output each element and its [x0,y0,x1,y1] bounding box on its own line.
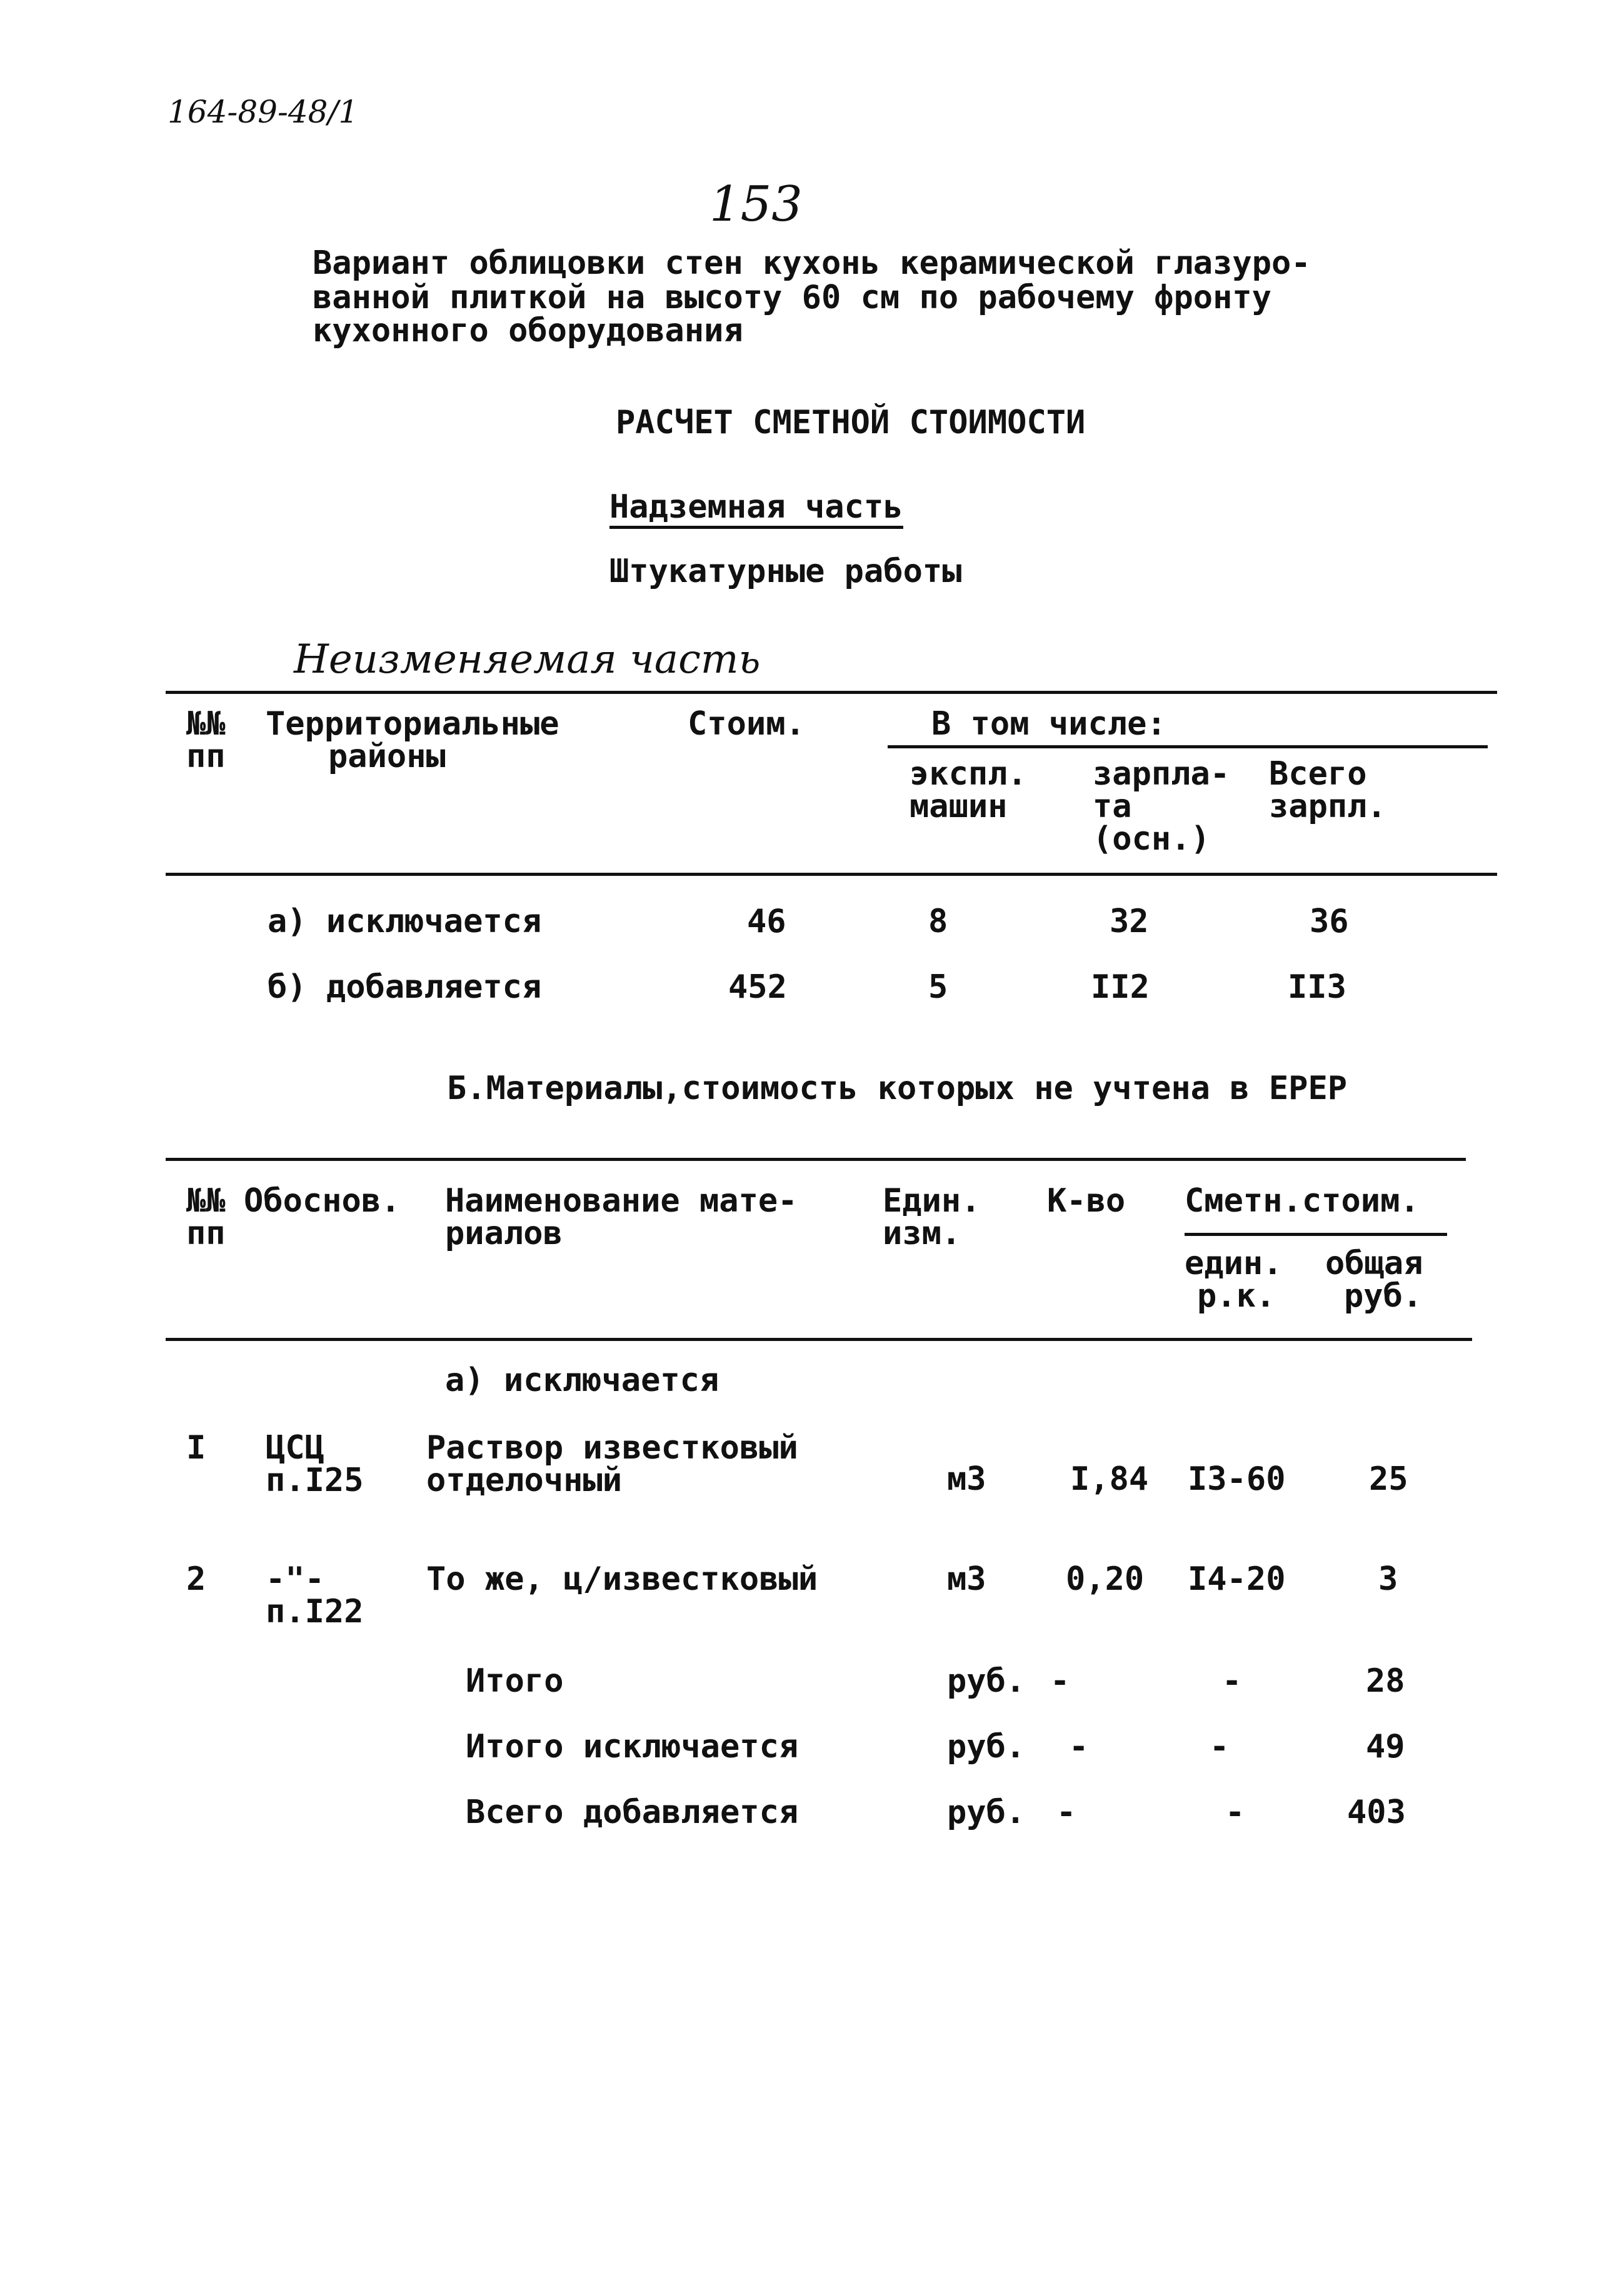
table-a-header-salary: зарпла- та (осн.) [1093,755,1230,858]
table-b-est-cost-rule [1185,1233,1447,1236]
table-b-header-total: общая руб. [1325,1245,1423,1315]
document-subheading: Надземная часть [609,491,903,529]
table-b-header-num: №№ пп [186,1182,226,1252]
title-line-1: Вариант облицовки стен кухонь керамической глазуро- [313,244,1311,282]
table-b-group-label: а) исключается [445,1362,719,1399]
table-a-row-1-label: а) исключается [268,903,542,940]
table-b-total-3-unit: руб. [947,1794,1026,1831]
table-a-row-2-total-salary: II3 [1288,968,1346,1006]
document-heading: РАСЧЕТ СМЕТНОЙ СТОИМОСТИ [616,404,1086,441]
table-b-total-2-total: 49 [1366,1728,1405,1765]
table-b-header-unit-price: един. р.к. [1185,1245,1283,1315]
table-b-total-2-unit: руб. [947,1728,1026,1765]
table-a-header-districts: Территориальные районы [266,705,559,775]
table-a-row-2-label: б) добавляется [268,968,542,1006]
handwritten-note: Неизменяемая часть [294,636,761,683]
table-b-header-qty: К-во [1047,1182,1126,1220]
table-b-header-name: Наименование мате- риалов [445,1182,798,1252]
table-b-total-3-total: 403 [1347,1794,1406,1831]
table-b-total-3-unit-price: - [1225,1794,1245,1831]
table-a-row-2-machines: 5 [928,968,948,1006]
table-b-total-1-qty: - [1050,1662,1070,1700]
table-a-top-rule [166,691,1497,694]
table-b-header-unit: Един. изм. [883,1182,981,1252]
table-b-row-2-num: 2 [186,1560,206,1598]
table-b-row-2-total: 3 [1378,1560,1398,1598]
table-a-row-2-salary: II2 [1091,968,1150,1006]
table-b-row-2-basis: -"- п.I22 [266,1560,364,1630]
table-a-header-machines: экспл. машин [910,755,1027,825]
table-b-total-1-unit: руб. [947,1662,1026,1700]
table-b-header-basis: Обоснов. [244,1182,401,1220]
table-a-row-2-cost: 452 [728,968,787,1006]
table-a-row-1-cost: 46 [747,903,786,940]
table-b-total-1-total: 28 [1366,1662,1405,1700]
table-b-row-1-total: 25 [1369,1460,1408,1498]
table-b-total-3-qty: - [1056,1794,1076,1831]
table-b-total-2-qty: - [1069,1728,1089,1765]
document-code: 164-89-48/1 [168,94,359,130]
table-a-row-1-machines: 8 [928,903,948,940]
table-b-row-2-unit-price: I4-20 [1188,1560,1286,1598]
title-line-3: кухонного оборудования [313,312,743,349]
table-b-total-1-label: Итого [466,1662,564,1700]
table-b-header-rule [166,1338,1472,1341]
table-b-row-1-name: Раствор известковый отделочный [426,1429,798,1499]
table-b-row-1-num: I [186,1429,206,1467]
table-b-total-2-label: Итого исключается [466,1728,799,1765]
section-b-title: Б.Материалы,стоимость которых не учтена в ЕРЕР [447,1070,1348,1107]
table-b-total-1-unit-price: - [1222,1662,1242,1700]
table-b-row-1-unit-price: I3-60 [1188,1460,1286,1498]
section-title: Штукатурные работы [609,553,962,590]
page-number: 153 [709,176,803,233]
table-a-header-rule [166,873,1497,876]
table-a-header-num: №№ пп [186,705,226,775]
table-a-header-total-salary: Всего зарпл. [1269,755,1386,825]
title-line-2: ванной плиткой на высоту 60 см по рабочему фронту [313,279,1272,316]
table-b-total-2-unit-price: - [1210,1728,1230,1765]
table-a-header-cost: Стоим. [688,705,805,743]
table-b-total-3-label: Всего добавляется [466,1794,799,1831]
table-a-row-1-total-salary: 36 [1310,903,1349,940]
table-a-header-including: В том числе: [931,705,1166,743]
table-b-top-rule [166,1158,1466,1161]
table-a-including-rule [888,745,1488,748]
table-b-header-est-cost: Сметн.стоим. [1185,1182,1420,1220]
table-b-row-1-basis: ЦСЦ п.I25 [266,1429,364,1499]
table-b-row-2-qty: 0,20 [1066,1560,1145,1598]
table-b-row-1-qty: I,84 [1070,1460,1149,1498]
table-b-row-2-unit: м3 [947,1560,986,1598]
table-b-row-1-unit: м3 [947,1460,986,1498]
table-b-row-2-name: То же, ц/известковый [426,1560,818,1598]
table-a-row-1-salary: 32 [1110,903,1149,940]
